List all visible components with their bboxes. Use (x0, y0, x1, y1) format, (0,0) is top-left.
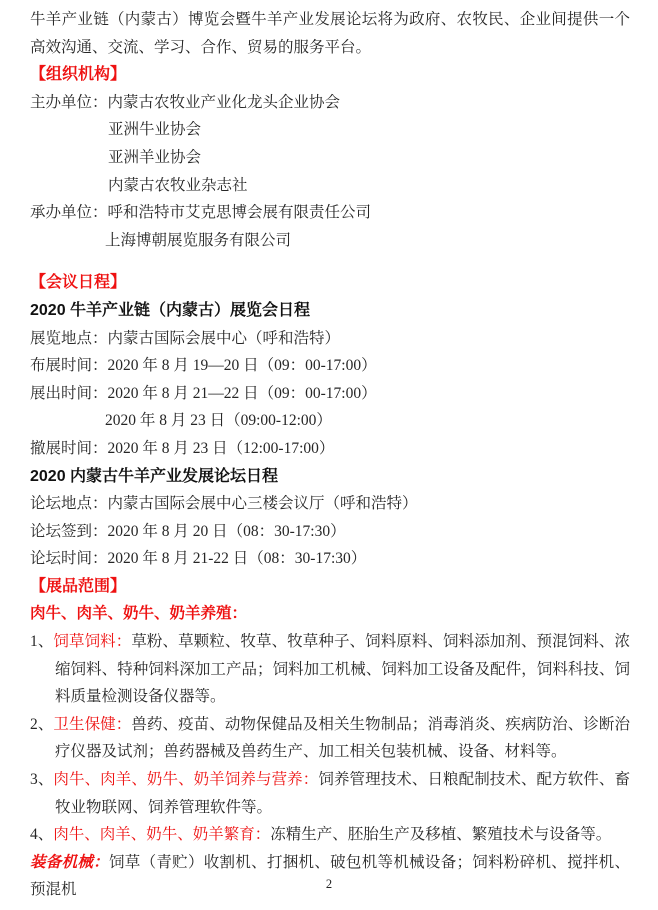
item-label: 肉牛、肉羊、奶牛、奶羊饲养与营养： (53, 771, 319, 789)
item-number: 4、 (30, 826, 54, 844)
host-unit-item: 内蒙古农牧业杂志社 (108, 176, 248, 194)
equipment-label: 装备机械： (30, 853, 109, 871)
item-number: 3、 (30, 771, 54, 789)
item-label: 肉牛、肉羊、奶牛、奶羊繁育： (53, 826, 271, 844)
forum-schedule-title: 2020 内蒙古牛羊产业发展论坛日程 (30, 467, 279, 485)
exhibit-item-3 (30, 766, 630, 821)
exhibit-item-1 (30, 628, 630, 711)
intro-paragraph: 牛羊产业链（内蒙古）博览会暨牛羊产业发展论坛将为政府、农牧民、企业间提供一个高效沟通、交流、学习、合作、贸易的服务平台。 (30, 11, 630, 56)
item-text: 草粉、草颗粒、牧草、牧草种子、饲料原料、饲料添加剂、预混饲料、浓缩饲料、特种饲料深加工产品；饲料加工机械、饲料加工设备及配件，饲料科技、饲料质量检测设备仪器等。 (55, 633, 630, 706)
host-unit-line: 主办单位：内蒙古农牧业产业化龙头企业协会 (30, 93, 341, 111)
item-number: 1、 (30, 633, 54, 651)
exhibit-item-2 (30, 711, 630, 766)
item-label: 饲草饲料： (53, 633, 132, 651)
equipment-text: 饲草（青贮）收割机、打捆机、破包机等机械设备；饲料粉碎机、搅拌机、预混机 (30, 853, 630, 899)
show-time-line-2: 2020 年 8 月 23 日（09:00-12:00） (105, 412, 332, 430)
expo-location-line: 展览地点：内蒙古国际会展中心（呼和浩特） (30, 329, 341, 347)
organizer-unit-item: 上海博朝展览服务有限公司 (105, 231, 292, 249)
forum-checkin-line: 论坛签到：2020 年 8 月 20 日（08：30-17:30） (30, 522, 346, 540)
organizer-unit-line: 承办单位：呼和浩特市艾克思博会展有限责任公司 (30, 204, 372, 222)
show-time-line: 展出时间：2020 年 8 月 21—22 日（09：00-17:00） (30, 384, 377, 402)
item-text: 冻精生产、胚胎生产及移植、繁殖技术与设备等。 (270, 826, 612, 844)
page-number: 2 (325, 877, 333, 891)
host-unit-item: 亚洲羊业协会 (108, 148, 202, 166)
item-number: 2、 (30, 715, 54, 733)
teardown-time-line: 撤展时间：2020 年 8 月 23 日（12:00-17:00） (30, 439, 335, 457)
section-header-schedule: 【会议日程】 (30, 274, 127, 292)
section-header-exhibits: 【展品范围】 (30, 577, 127, 595)
exhibit-item-4 (30, 821, 630, 849)
item-text: 兽药、疫苗、动物保健品及相关生物制品；消毒消炎、疾病防治、诊断治疗仪器及试剂；兽药器械及兽药生产、加工相关包装机械、设备、材料等。 (55, 715, 630, 761)
section-header-organization: 【组织机构】 (30, 66, 127, 84)
host-unit-item: 亚洲牛业协会 (108, 121, 202, 139)
forum-time-line: 论坛时间：2020 年 8 月 21-22 日（08：30-17:30） (30, 550, 367, 568)
forum-location-line: 论坛地点：内蒙古国际会展中心三楼会议厅（呼和浩特） (30, 495, 418, 513)
exhibits-subheader: 肉牛、肉羊、奶牛、奶羊养殖： (30, 605, 248, 623)
expo-schedule-title: 2020 牛羊产业链（内蒙古）展览会日程 (30, 301, 311, 319)
item-text: 饲养管理技术、日粮配制技术、配方软件、畜牧业物联网、饲养管理软件等。 (55, 771, 630, 816)
item-label: 卫生保健： (53, 715, 132, 733)
setup-time-line: 布展时间：2020 年 8 月 19—20 日（09：00-17:00） (30, 357, 377, 375)
